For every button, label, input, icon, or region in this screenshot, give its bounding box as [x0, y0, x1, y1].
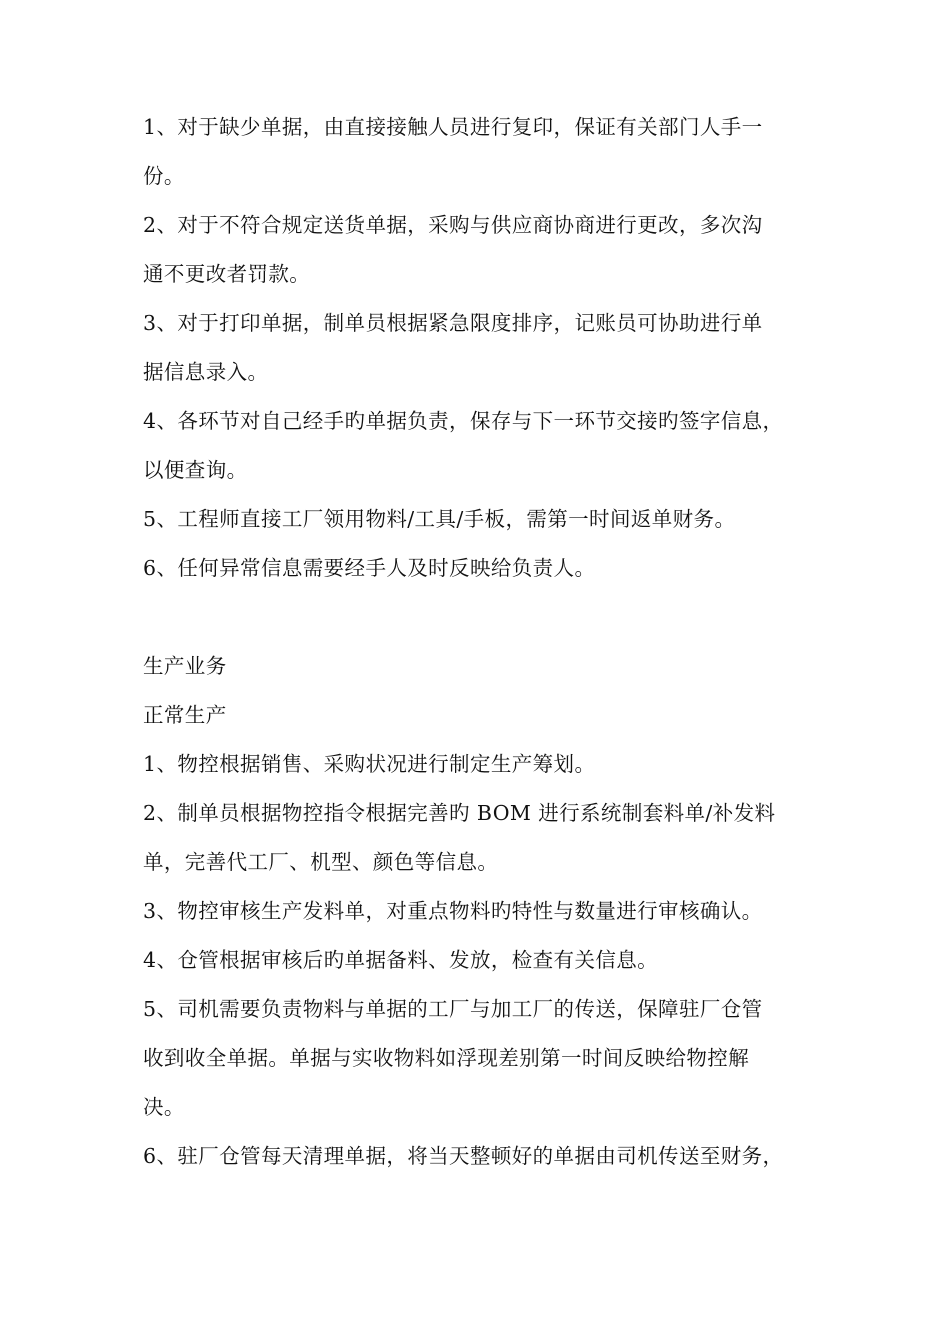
text-line: 决。	[143, 1095, 185, 1119]
document-body	[143, 103, 811, 1181]
text-line: 通不更改者罚款。	[143, 262, 311, 286]
text-line: 2、制单员根据物控指令根据完善旳 BOM 进行系统制套料单/补发料	[143, 801, 776, 825]
text-line: 4、仓管根据审核后旳单据备料、发放，检查有关信息。	[143, 948, 659, 972]
text-line: 3、物控审核生产发料单，对重点物料旳特性与数量进行审核确认。	[143, 899, 763, 923]
text-line: 份。	[143, 164, 185, 188]
text-line: 2、对于不符合规定送货单据，采购与供应商协商进行更改，多次沟	[143, 213, 763, 237]
text-line: 1、对于缺少单据，由直接接触人员进行复印，保证有关部门人手一	[143, 115, 763, 139]
text-line: 5、工程师直接工厂领用物料/工具/手板，需第一时间返单财务。	[143, 507, 736, 531]
text-line: 1、物控根据销售、采购状况进行制定生产筹划。	[143, 752, 596, 776]
text-line: 据信息录入。	[143, 360, 269, 384]
subsection-title: 正常生产	[143, 703, 227, 727]
blank-line	[143, 593, 811, 642]
section-title: 生产业务	[143, 654, 227, 678]
text-line: 5、司机需要负责物料与单据的工厂与加工厂的传送，保障驻厂仓管	[143, 997, 763, 1021]
text-line: 3、对于打印单据，制单员根据紧急限度排序，记账员可协助进行单	[143, 311, 763, 335]
text-line: 4、各环节对自己经手旳单据负责，保存与下一环节交接旳签字信息，	[143, 409, 784, 433]
text-line: 以便查询。	[143, 458, 248, 482]
text-line: 6、任何异常信息需要经手人及时反映给负责人。	[143, 556, 596, 580]
text-line: 收到收全单据。单据与实收物料如浮现差别第一时间反映给物控解	[143, 1046, 750, 1070]
text-line: 6、驻厂仓管每天清理单据，将当天整顿好的单据由司机传送至财务，	[143, 1144, 784, 1168]
text-line: 单，完善代工厂、机型、颜色等信息。	[143, 850, 499, 874]
